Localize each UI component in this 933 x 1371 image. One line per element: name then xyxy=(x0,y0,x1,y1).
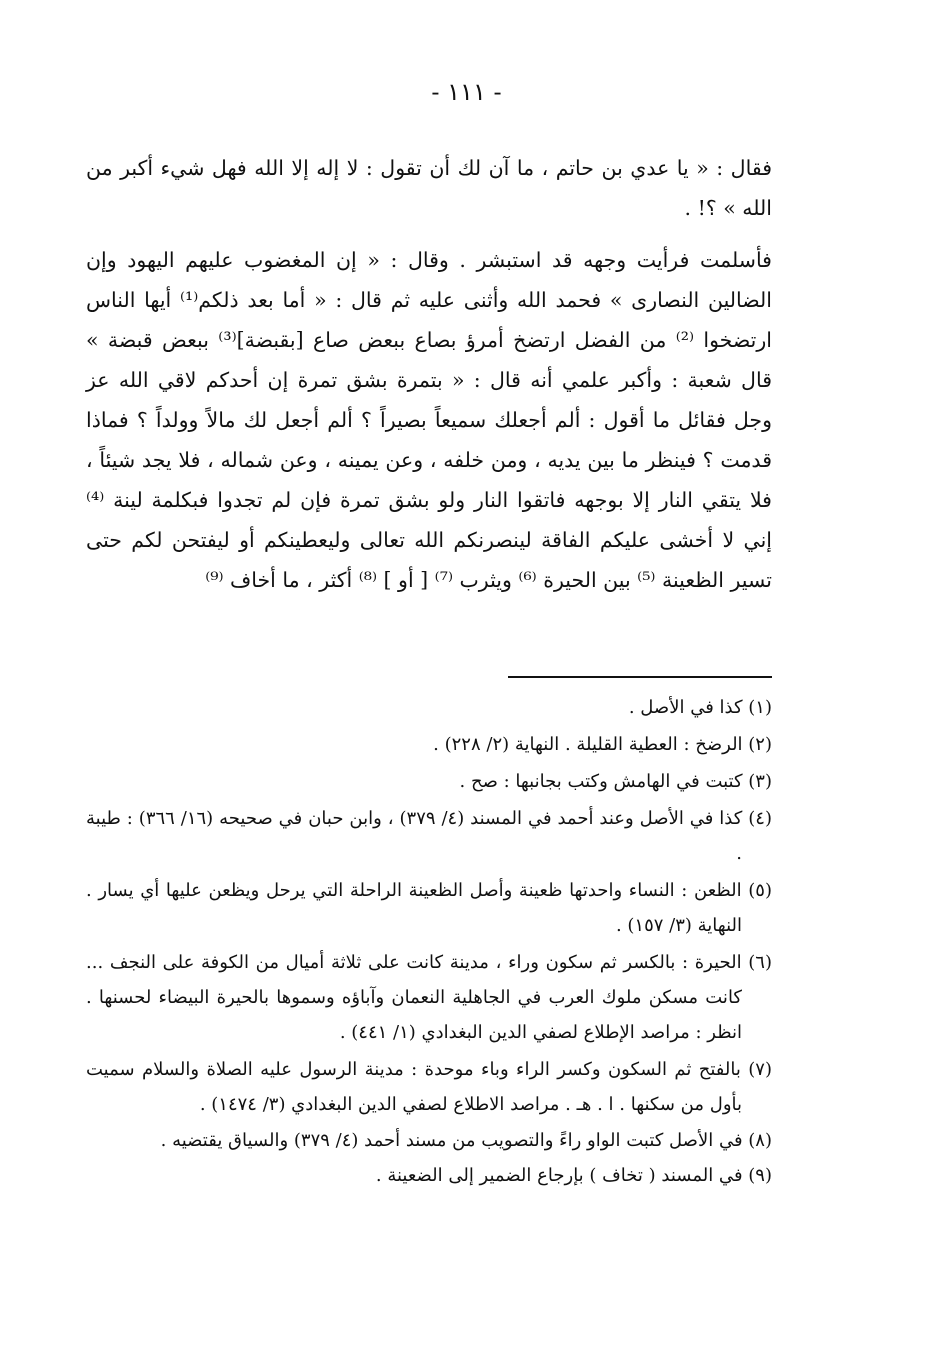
footnote-2: (٢) الرضخ : العطية القليلة . النهاية (٢/ ٢٢٨) . xyxy=(433,734,772,755)
footnote-1: (١) كذا في الأصل . xyxy=(628,697,772,718)
footnote-9: (٩) في المسند ( تخاف ) بإرجاع الضمير إلى الضعينة . xyxy=(375,1165,772,1186)
footnote-8: (٨) في الأصل كتبت الواو راءً والتصويب من مسند أحمد (٤/ ٣٧٩) والسياق يقتضيه . xyxy=(160,1130,772,1151)
footnote-6: (٦) الحيرة : بالكسر ثم سكون وراء ، مدينة كانت على ثلاثة أميال من الكوفة على النجف ... كانت مسكن ملوك العرب في الجاهلية النعمان وآباؤه وسموها بالحيرة البيضاء لحسنها . انظر : مراصد الإطلاع لصفي الدين البغدادي (١/ ٤٤١) . xyxy=(86,952,772,1043)
footnote-4: (٤) كذا في الأصل وعند أحمد في المسند (٤/ ٣٧٩) ، وابن حبان في صحيحه (١٦/ ٣٦٦) : طيبة . xyxy=(86,808,772,864)
main-text xyxy=(86,148,772,600)
footnote-5: (٥) الظعن : النساء واحدتها ظعينة وأصل الظعينة الراحلة التي يرحل ويظعن عليها أي يسار . النهاية (٣/ ١٥٧) . xyxy=(86,880,772,936)
footnotes xyxy=(86,690,772,1194)
paragraph: فقال : « يا عدي بن حاتم ، ما آن لك أن تقول : لا إله إلا الله فهل شيء أكبر من الله » ؟! . xyxy=(86,156,772,220)
footnote-separator xyxy=(508,676,772,678)
page-number: - ١١١ - xyxy=(431,78,502,106)
paragraph: فأسلمت فرأيت وجهه قد استبشر . وقال : « إن المغضوب عليهم اليهود وإن الضالين النصارى » فحمد الله وأثنى عليه ثم قال : « أما بعد ذلكم⁽¹⁾ أيها الناس ارتضخوا ⁽²⁾ من الفضل ارتضخ أمرؤ بصاع ببعض صاع [بقبضة]⁽³⁾ ببعض قبضة » قال شعبة : وأكبر علمي أنه قال : « بتمرة بشق تمرة إن أحدكم لاقي الله عز وجل فقائل ما أقول : ألم أجعلك سميعاً بصيراً ؟ ألم أجعل لك مالاً وولداً ؟ فماذا قدمت ؟ فينظر ما بين يديه ، ومن خلفه ، وعن يمينه ، وعن شماله ، فلا يجد شيئاً ، فلا يتقي النار إلا بوجهه فاتقوا النار ولو بشق تمرة فإن لم تجدوا فبكلمة لينة ⁽⁴⁾ إني لا أخشى عليكم الفاقة لينصرنكم الله تعالى وليعطينكم أو ليفتحن لكم حتى تسير الظعينة ⁽⁵⁾ بين الحيرة ⁽⁶⁾ ويثرب ⁽⁷⁾ [ أو ] ⁽⁸⁾ أكثر ، ما أخاف ⁽⁹⁾ xyxy=(86,248,772,592)
footnote-3: (٣) كتبت في الهامش وكتب بجانبها : صح . xyxy=(459,771,772,792)
footnote-7: (٧) بالفتح ثم السكون وكسر الراء وباء موحدة : مدينة الرسول عليه الصلاة والسلام سميت بأول من سكنها . ا . هـ . مراصد الاطلاع لصفي الدين البغدادي (٣/ ١٤٧٤) . xyxy=(86,1059,772,1115)
